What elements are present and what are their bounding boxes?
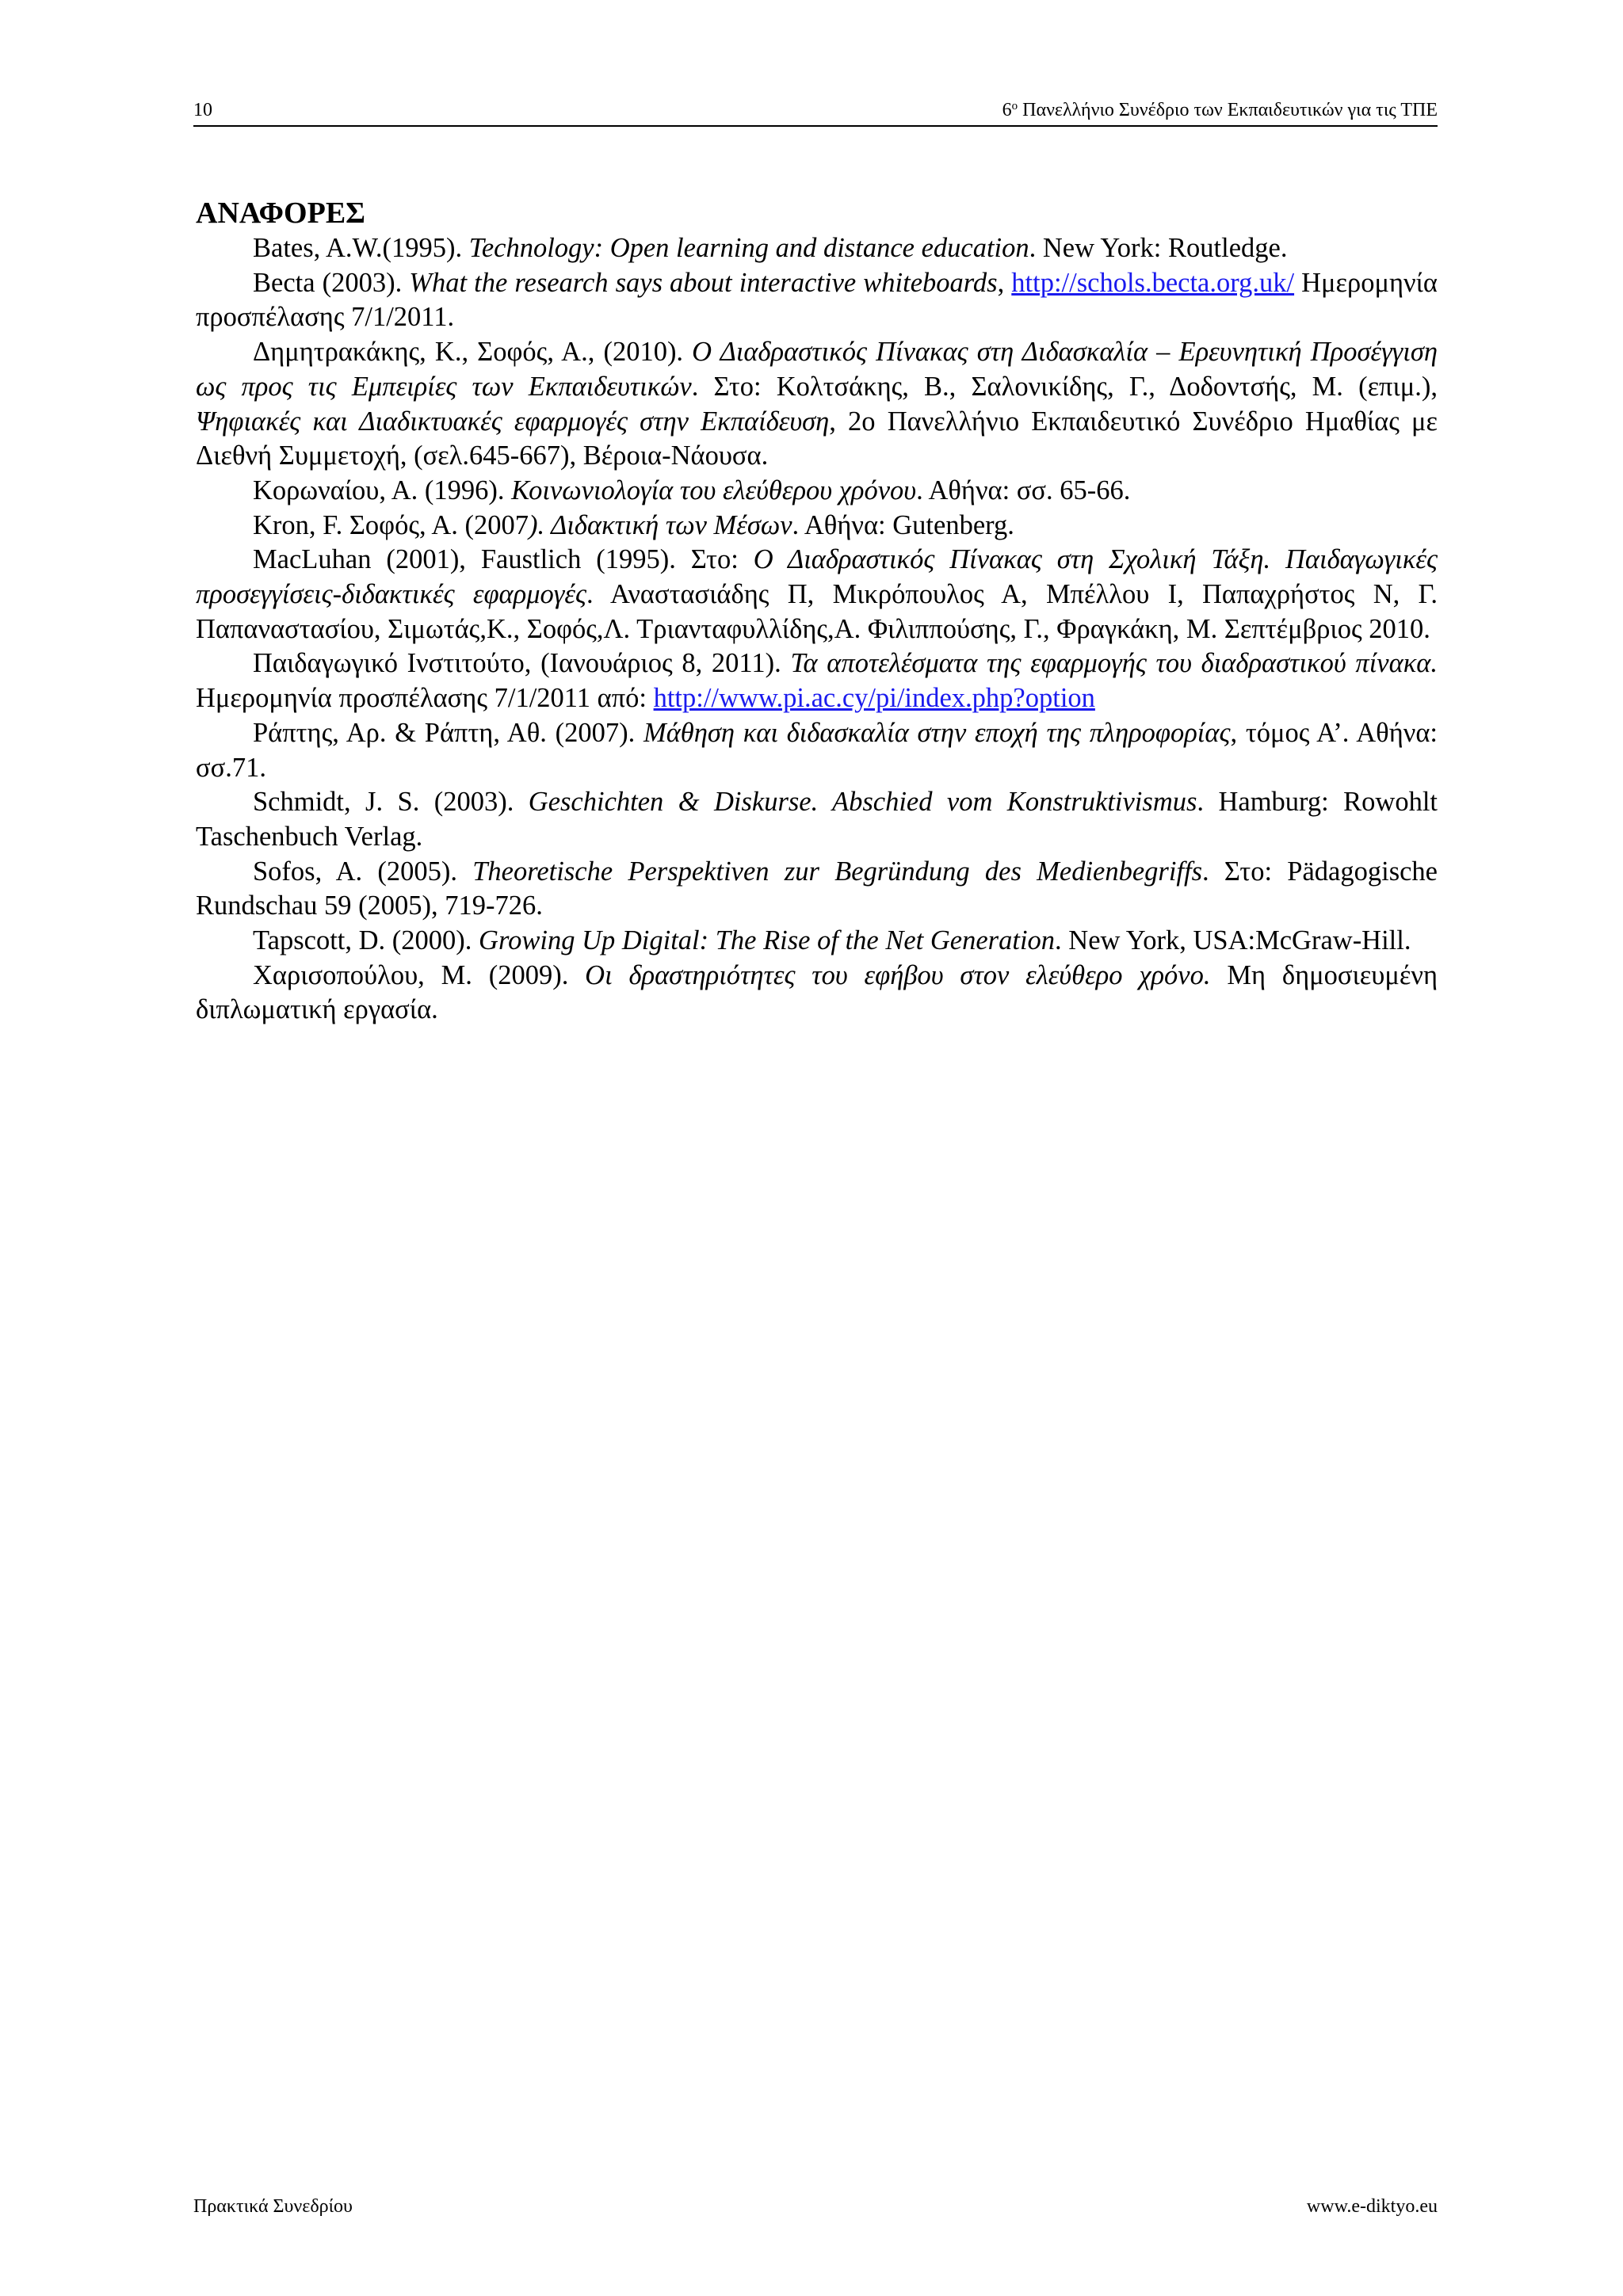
reference-entry [196, 266, 1438, 335]
reference-link[interactable]: http://schols.becta.org.uk/ [1011, 267, 1295, 298]
section-title: ΑΝΑΦΟΡΕΣ [196, 196, 366, 230]
reference-title: Growing Up Digital: The Rise of the Net Generation [479, 925, 1056, 956]
reference-entry [196, 543, 1438, 646]
running-title-prefix: 6 [1002, 100, 1012, 120]
reference-entry [196, 716, 1438, 785]
reference-text: Schmidt, J. S. (2003). [253, 787, 529, 818]
reference-title: Theoretische Perspektiven zur Begründung des Medienbegriffs [472, 856, 1203, 887]
reference-title: Οι δραστηριότητες του εφήβου στον ελεύθερο χρόνο. [585, 959, 1211, 990]
reference-entry [196, 785, 1438, 854]
reference-text: . Στο: Κολτσάκης, Β., Σαλονικίδης, Γ., Δοδοντσής, Μ. (επιμ.), [691, 371, 1438, 402]
reference-entry [196, 474, 1438, 509]
reference-entry [196, 231, 1438, 266]
reference-text: . Hamburg: Rowohlt Taschenbuch Verlag. [196, 787, 1438, 852]
page-footer [193, 2195, 1438, 2220]
reference-text: . Αθήνα: σσ. 65-66. [916, 475, 1131, 505]
reference-entry [196, 959, 1438, 1028]
reference-entry [196, 509, 1438, 543]
reference-text: Μη δημοσιευμένη διπλωματική εργασία. [196, 959, 1438, 1025]
reference-list [196, 231, 1438, 1028]
reference-text: Ημερομηνία προσπέλασης 7/1/2011 από: [196, 683, 654, 714]
page-header [193, 98, 1438, 127]
reference-text: , [997, 267, 1012, 298]
reference-title: Ο Διαδραστικός Πίνακας στη Διδασκαλία – Ερευνητική Προσέγγιση ως προς τις Εμπειρίες των Εκπαιδευτικών [196, 337, 1438, 402]
reference-entry [196, 855, 1438, 924]
reference-text: Sofos, A. (2005). [253, 856, 473, 887]
footer-website: www.e-diktyo.eu [1306, 2196, 1438, 2217]
reference-title: Technology: Open learning and distance education [468, 233, 1029, 263]
reference-text: . New York, USA:McGraw-Hill. [1055, 925, 1411, 956]
reference-text: . Στο: Pädagogische Rundschau 59 (2005), 719-726. [196, 856, 1438, 921]
reference-text: . Αναστασιάδης Π, Μικρόπουλος Α, Μπέλλου Ι, Παπαχρήστος Ν, Γ. Παπαναστασίου, Σιμωτάς,Κ., Σοφός,Λ. Τριανταφυλλίδης,Α. Φιλιππούσης, Γ., Φραγκάκη, Μ. Σεπτέμβριος 2010. [196, 579, 1438, 644]
reference-title: Ψηφιακές και Διαδικτυακές εφαρμογές στην Εκπαίδευση [196, 406, 830, 437]
reference-text: Tapscott, D. (2000). [253, 925, 479, 956]
reference-text: Κορωναίου, Α. (1996). [253, 475, 512, 505]
reference-title: What the research says about interactive whiteboards [409, 267, 998, 298]
reference-text: Ημερομηνία προσπέλασης 7/1/2011. [196, 267, 1438, 333]
reference-text: Παιδαγωγικό Ινστιτούτο, (Ιανουάριος 8, 2011). [253, 648, 791, 679]
reference-title: Ο Διαδραστικός Πίνακας στη Σχολική Τάξη. Παιδαγωγικές προσεγγίσεις-διδακτικές εφαρμογές [196, 544, 1438, 610]
reference-title: ). Διδακτική των Μέσων [528, 509, 792, 540]
running-title-text: Πανελλήνιο Συνέδριο των Εκπαιδευτικών για τις ΤΠΕ [1018, 100, 1438, 120]
reference-entry [196, 924, 1438, 959]
page-number: 10 [193, 100, 212, 120]
reference-text: MacLuhan (2001), Faustlich (1995). Στο: [253, 544, 754, 575]
reference-title: Μάθηση και διδασκαλία στην εποχή της πληροφορίας [643, 717, 1231, 748]
reference-text: Χαρισοπούλου, Μ. (2009). [253, 959, 586, 990]
reference-text: , 2ο Πανελλήνιο Εκπαιδευτικό Συνέδριο Ημαθίας με Διεθνή Συμμετοχή, (σελ.645-667), Βέροια-Νάουσα. [196, 406, 1438, 471]
reference-title: Κοινωνιολογία του ελεύθερου χρόνου [511, 475, 917, 505]
reference-text: . Αθήνα: Gutenberg. [792, 509, 1014, 540]
reference-text: Kron, F. Σοφός, Α. (2007 [253, 509, 529, 540]
reference-text: Δημητρακάκης, Κ., Σοφός, Α., (2010). [253, 337, 693, 368]
reference-text: Ράπτης, Αρ. & Ράπτη, Αθ. (2007). [253, 717, 643, 748]
reference-entry [196, 646, 1438, 715]
reference-entry [196, 335, 1438, 474]
reference-text: , τόμος Α’. Αθήνα: σσ.71. [196, 717, 1438, 783]
reference-text: Becta (2003). [253, 267, 410, 298]
reference-title: Τα αποτελέσματα της εφαρμογής του διαδραστικού πίνακα. [790, 648, 1438, 679]
reference-text: . New York: Routledge. [1029, 233, 1288, 263]
reference-title: Geschichten & Diskurse. Abschied vom Konstruktivismus [528, 787, 1197, 818]
running-title-superscript: ο [1011, 100, 1018, 113]
reference-link[interactable]: http://www.pi.ac.cy/pi/index.php?option [653, 683, 1095, 714]
footer-proceedings: Πρακτικά Συνεδρίου [193, 2196, 353, 2217]
main-content [196, 195, 1438, 1028]
running-title [1002, 98, 1438, 122]
reference-text: Bates, A.W.(1995). [253, 233, 469, 263]
